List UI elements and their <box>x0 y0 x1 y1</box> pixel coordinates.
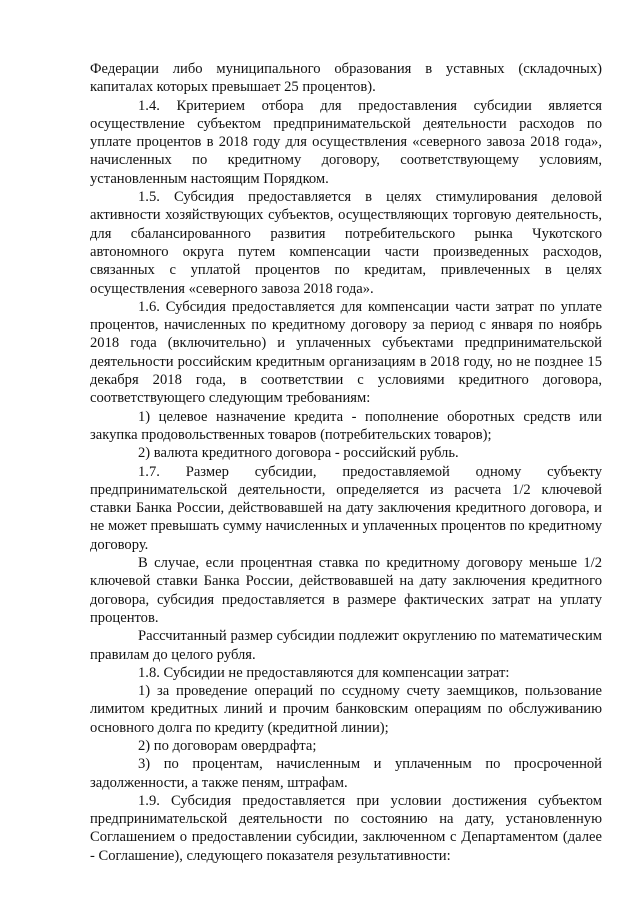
paragraph-1-8-item-3: 3) по процентам, начисленным и уплаченным по просроченной задолженности, а также пеням, штрафам. <box>90 756 602 791</box>
paragraph-1-8: 1.8. Субсидии не предоставляются для компенсации затрат: <box>138 664 510 681</box>
paragraph-continuation: Федерации либо муниципального образования в уставных (складочных) капиталах которых превышает 25 процентов). <box>90 61 602 96</box>
paragraph-1-6: 1.6. Субсидия предоставляется для компенсации части затрат по уплате процентов, начисленных по кредитному договору за период с января по ноябрь 2018 года (включительно) и уплаченных субъектами предпринимательской деятельности российским кредитным организациям в 2018 году, но не позднее 15 декабря 2018 года, в соответствии с условиями кредитного договора, соответствующего следующим требованиям: <box>90 298 602 407</box>
paragraph-1-9: 1.9. Субсидия предоставляется при условии достижения субъектом предпринимательской деятельности по состоянию на дату, установленную Соглашением о предоставлении субсидии, заключенном с Департаментом (далее - Соглашение), следующего показателя результативности: <box>90 792 602 864</box>
paragraph-1-7-case: В случае, если процентная ставка по кредитному договору меньше 1/2 ключевой ставки Банка России, действовавшей на дату заключения кредитного договора, субсидия предоставляется в размере фактических затрат на уплату процентов. <box>90 555 602 626</box>
paragraph-1-7: 1.7. Размер субсидии, предоставляемой одному субъекту предпринимательской деятельности, определяется из расчета 1/2 ключевой ставки Банка России, действовавшей на дату заключения кредитного договора, и не может превышать сумму начисленных и уплаченных процентов по кредитному договору. <box>90 463 602 553</box>
paragraph-1-5: 1.5. Субсидия предоставляется в целях стимулирования деловой активности хозяйствующих субъектов, осуществляющих торговую деятельность, для сбалансированного развития потребительского рынка Чукотского автономного округа путем компенсации части произведенных расходов, связанных с уплатой процентов по кредитам, привлеченных в целях осуществления «северного завоза 2018 года». <box>90 189 602 297</box>
paragraph-1-6-item-2: 2) валюта кредитного договора - российский рубль. <box>138 445 459 462</box>
document-page <box>90 60 602 865</box>
paragraph-1-8-item-1: 1) за проведение операций по ссудному счету заемщиков, пользование лимитом кредитных линий и прочим банковским операциям по обслуживанию основного долга по кредиту (кредитной линии); <box>90 683 602 736</box>
paragraph-1-7-rounding: Рассчитанный размер субсидии подлежит округлению по математическим правилам до целого рубля. <box>90 628 602 663</box>
paragraph-1-4: 1.4. Критерием отбора для предоставления субсидии является осуществление субъектом предпринимательской деятельности расходов по уплате процентов в 2018 году для осуществления «северного завоза 2018 года», начисленных по кредитному договору, соответствующему условиям, установленным настоящим Порядком. <box>90 97 602 187</box>
paragraph-1-6-item-1: 1) целевое назначение кредита - пополнение оборотных средств или закупка продовольственных товаров (потребительских товаров); <box>90 408 602 443</box>
paragraph-1-8-item-2: 2) по договорам овердрафта; <box>138 737 317 754</box>
